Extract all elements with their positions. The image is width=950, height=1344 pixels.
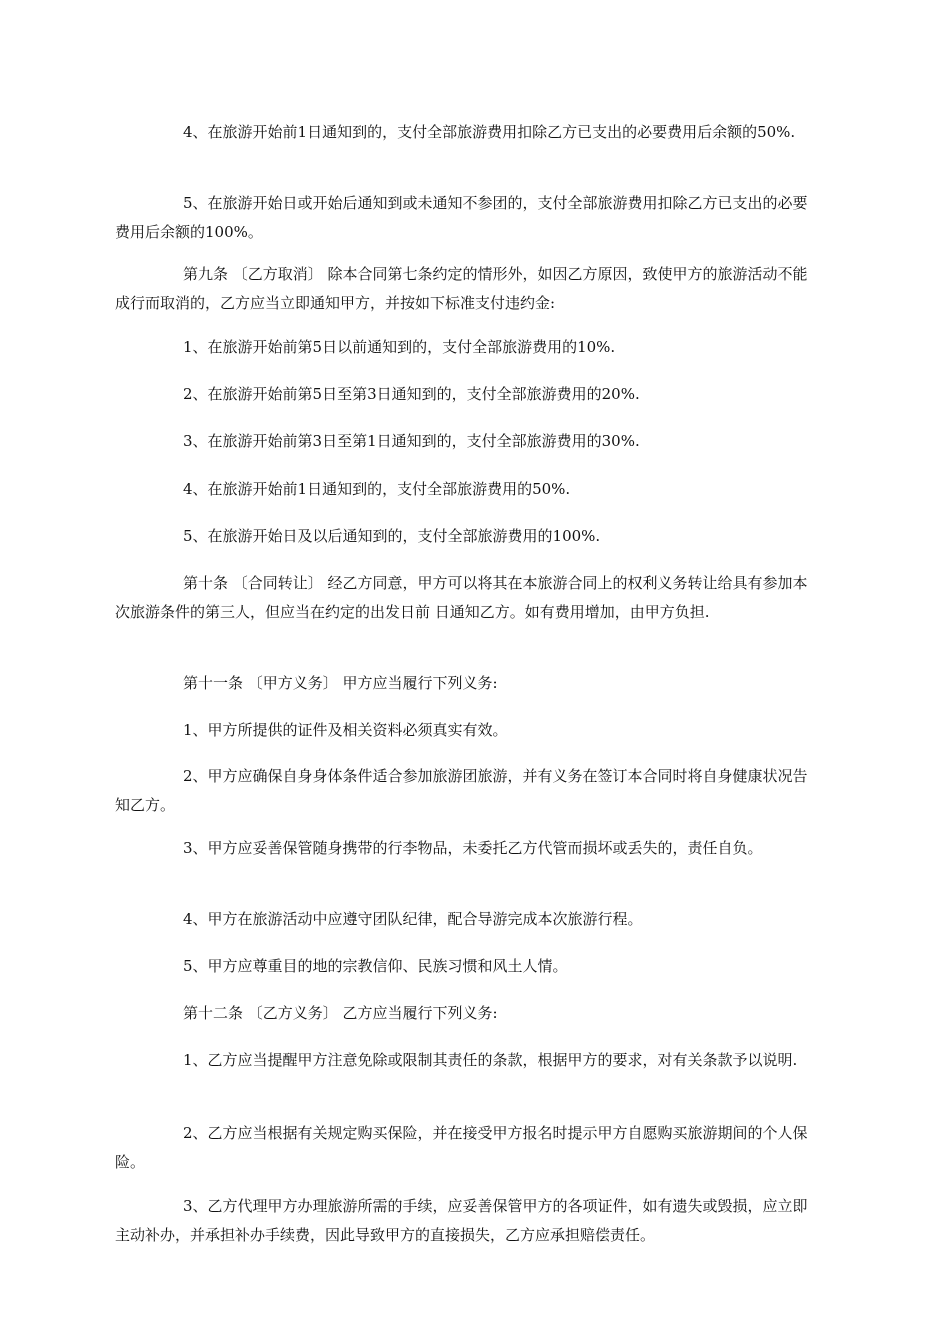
- paragraph-clause-8-item-4: 4、在旅游开始前1日通知到的，支付全部旅游费用扣除乙方已支出的必要费用后余额的50%.: [183, 123, 796, 141]
- paragraph-clause-11-item-1: 1、甲方所提供的证件及相关资料必须真实有效。: [183, 721, 508, 739]
- paragraph-clause-12-item-2: 2、乙方应当根据有关规定购买保险，并在接受甲方报名时提示甲方自愿购买旅游期间的个人保险。: [115, 1124, 808, 1171]
- paragraph-clause-12-item-1: 1、乙方应当提醒甲方注意免除或限制其责任的条款，根据甲方的要求，对有关条款予以说明.: [183, 1051, 798, 1069]
- paragraph-clause-9-item-4: 4、在旅游开始前1日通知到的，支付全部旅游费用的50%.: [183, 480, 571, 498]
- paragraph-clause-11-item-3: 3、甲方应妥善保管随身携带的行李物品，未委托乙方代管而损坏或丢失的，责任自负。: [183, 839, 763, 857]
- paragraph-clause-9-item-5: 5、在旅游开始日及以后通知到的，支付全部旅游费用的100%.: [183, 527, 601, 545]
- paragraph-clause-11-item-5: 5、甲方应尊重目的地的宗教信仰、民族习惯和风土人情。: [183, 957, 568, 975]
- paragraph-clause-9-item-3: 3、在旅游开始前第3日至第1日通知到的，支付全部旅游费用的30%.: [183, 432, 640, 450]
- paragraph-clause-9-item-1: 1、在旅游开始前第5日以前通知到的，支付全部旅游费用的10%.: [183, 338, 616, 356]
- paragraph-clause-11-item-4: 4、甲方在旅游活动中应遵守团队纪律，配合导游完成本次旅游行程。: [183, 910, 643, 928]
- paragraph-clause-12-item-3: 3、乙方代理甲方办理旅游所需的手续，应妥善保管甲方的各项证件，如有遗失或毁损，应立即主动补办，并承担补办手续费，因此导致甲方的直接损失，乙方应承担赔偿责任。: [115, 1197, 808, 1244]
- paragraph-clause-9: 第九条 〔乙方取消〕 除本合同第七条约定的情形外，如因乙方原因，致使甲方的旅游活动不能成行而取消的，乙方应当立即通知甲方，并按如下标准支付违约金:: [115, 265, 808, 312]
- paragraph-clause-10: 第十条 〔合同转让〕 经乙方同意，甲方可以将其在本旅游合同上的权利义务转让给具有参加本次旅游条件的第三人，但应当在约定的出发日前 日通知乙方。如有费用增加，由甲方负担.: [115, 574, 808, 621]
- paragraph-clause-8-item-5: 5、在旅游开始日或开始后通知到或未通知不参团的，支付全部旅游费用扣除乙方已支出的必要费用后余额的100%。: [115, 194, 808, 241]
- paragraph-clause-11-item-2: 2、甲方应确保自身身体条件适合参加旅游团旅游，并有义务在签订本合同时将自身健康状况告知乙方。: [115, 767, 808, 814]
- paragraph-clause-9-item-2: 2、在旅游开始前第5日至第3日通知到的，支付全部旅游费用的20%.: [183, 385, 640, 403]
- paragraph-clause-11: 第十一条 〔甲方义务〕 甲方应当履行下列义务:: [183, 674, 498, 692]
- paragraph-clause-12: 第十二条 〔乙方义务〕 乙方应当履行下列义务:: [183, 1004, 498, 1022]
